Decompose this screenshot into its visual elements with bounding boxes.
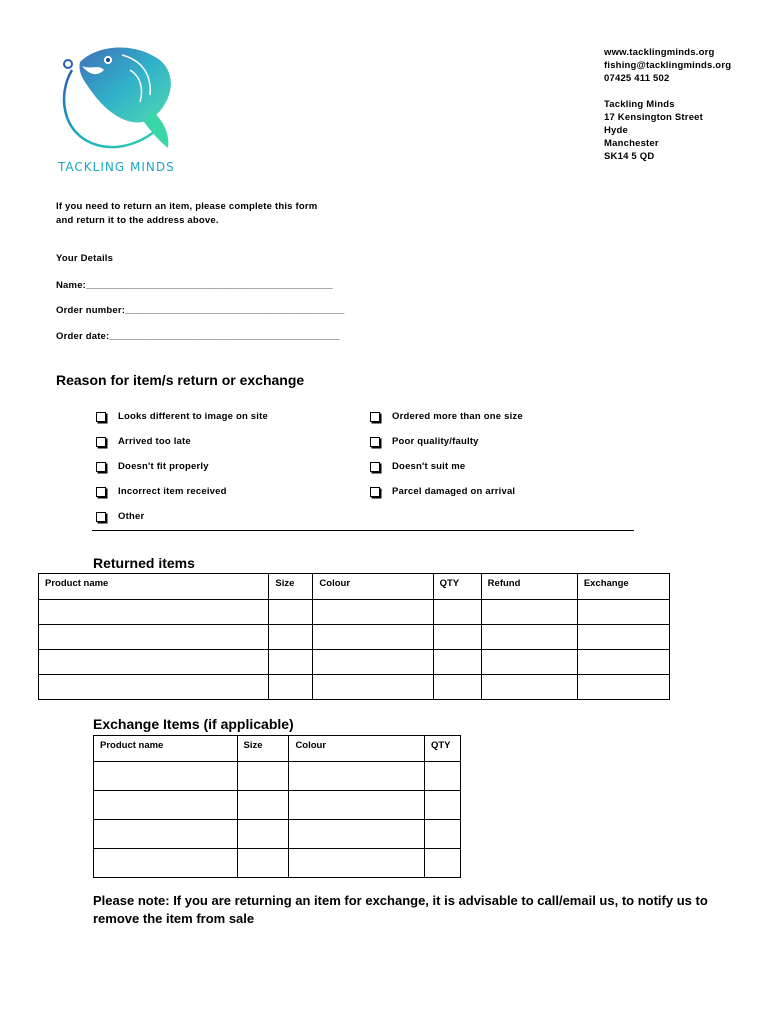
table-cell[interactable]: [577, 625, 669, 650]
column-header: Exchange: [577, 574, 669, 600]
email-link[interactable]: fishing@tacklingminds.org: [604, 60, 732, 71]
table-cell[interactable]: [577, 650, 669, 675]
table-cell[interactable]: [94, 849, 238, 878]
table-row: [94, 849, 461, 878]
name-label: Name:: [56, 280, 87, 291]
reason-label: Other: [118, 511, 145, 522]
table-cell[interactable]: [481, 600, 577, 625]
table-cell[interactable]: [424, 791, 460, 820]
reason-label: Looks different to image on site: [118, 411, 268, 422]
reason-label: Arrived too late: [118, 436, 191, 447]
table-cell[interactable]: [424, 849, 460, 878]
table-cell[interactable]: [481, 675, 577, 700]
checkbox[interactable]: [96, 512, 106, 522]
column-header: Product name: [39, 574, 269, 600]
table-cell[interactable]: [269, 650, 313, 675]
reason-option[interactable]: [370, 486, 515, 497]
table-row: [39, 600, 670, 625]
table-cell[interactable]: [433, 650, 481, 675]
table-header-row: [39, 574, 670, 600]
other-reason-line[interactable]: [92, 530, 634, 531]
reason-option[interactable]: [96, 511, 144, 522]
table-cell[interactable]: [94, 820, 238, 849]
table-cell[interactable]: [269, 600, 313, 625]
logo-text: TACKLING MINDS: [58, 160, 175, 174]
table-cell[interactable]: [237, 762, 289, 791]
intro-text: If you need to return an item, please complete this form and return it to the address above.: [56, 201, 318, 226]
table-cell[interactable]: [313, 625, 433, 650]
table-row: [94, 791, 461, 820]
table-cell[interactable]: [289, 849, 425, 878]
checkbox[interactable]: [370, 462, 380, 472]
checkbox[interactable]: [96, 462, 106, 472]
table-cell[interactable]: [289, 820, 425, 849]
exchange-items-table: [93, 735, 461, 878]
table-cell[interactable]: [424, 820, 460, 849]
column-header: Product name: [94, 736, 238, 762]
order-number-field[interactable]: [56, 305, 344, 316]
checkbox[interactable]: [96, 412, 106, 422]
table-cell[interactable]: [577, 675, 669, 700]
reason-option[interactable]: [370, 436, 479, 447]
table-cell[interactable]: [39, 675, 269, 700]
address-line: Hyde: [604, 125, 629, 136]
reason-option[interactable]: [370, 461, 465, 472]
table-row: [39, 650, 670, 675]
table-cell[interactable]: [481, 650, 577, 675]
order-number-label: Order number:: [56, 305, 126, 316]
table-cell[interactable]: [39, 600, 269, 625]
reason-option[interactable]: [96, 436, 191, 447]
logo: [52, 40, 182, 180]
table-row: [39, 675, 670, 700]
checkbox[interactable]: [96, 487, 106, 497]
contact-block: [604, 46, 731, 163]
table-cell[interactable]: [481, 625, 577, 650]
reason-label: Doesn't fit properly: [118, 461, 209, 472]
address-line: Tackling Minds: [604, 99, 675, 110]
table-cell[interactable]: [94, 791, 238, 820]
table-row: [39, 625, 670, 650]
checkbox[interactable]: [370, 437, 380, 447]
column-header: Size: [237, 736, 289, 762]
reason-label: Incorrect item received: [118, 486, 227, 497]
table-cell[interactable]: [313, 675, 433, 700]
column-header: Refund: [481, 574, 577, 600]
table-cell[interactable]: [269, 675, 313, 700]
table-cell[interactable]: [313, 650, 433, 675]
checkbox[interactable]: [96, 437, 106, 447]
table-cell[interactable]: [289, 762, 425, 791]
column-header: Colour: [313, 574, 433, 600]
address-line: SK14 5 QD: [604, 151, 655, 162]
table-header-row: [94, 736, 461, 762]
name-line[interactable]: _____________________________________________: [86, 280, 333, 291]
table-cell[interactable]: [313, 600, 433, 625]
fish-hook-logo-icon: [52, 40, 182, 165]
column-header: QTY: [433, 574, 481, 600]
table-cell[interactable]: [237, 820, 289, 849]
table-cell[interactable]: [433, 675, 481, 700]
table-cell[interactable]: [433, 600, 481, 625]
checkbox[interactable]: [370, 487, 380, 497]
reason-option[interactable]: [96, 461, 209, 472]
table-cell[interactable]: [237, 849, 289, 878]
table-cell[interactable]: [433, 625, 481, 650]
reason-label: Ordered more than one size: [392, 411, 523, 422]
column-header: Colour: [289, 736, 425, 762]
table-cell[interactable]: [237, 791, 289, 820]
reason-option[interactable]: [370, 411, 523, 422]
exchange-note: Please note: If you are returning an item for exchange, it is advisable to call/email us, to notify us to remove the item from sale: [93, 893, 708, 926]
reason-label: Parcel damaged on arrival: [392, 486, 516, 497]
reason-option[interactable]: [96, 486, 227, 497]
your-details-heading: Your Details: [56, 253, 114, 264]
website-link[interactable]: www.tacklingminds.org: [604, 47, 715, 58]
returned-items-title: Returned items: [93, 555, 195, 571]
checkbox[interactable]: [370, 412, 380, 422]
table-cell[interactable]: [424, 762, 460, 791]
order-date-label: Order date:: [56, 331, 110, 342]
table-row: [94, 820, 461, 849]
reason-label: Poor quality/faulty: [392, 436, 479, 447]
order-date-field[interactable]: [56, 331, 340, 342]
address-line: Manchester: [604, 138, 659, 149]
name-field[interactable]: [56, 280, 333, 291]
address-line: 17 Kensington Street: [604, 112, 704, 123]
table-row: [94, 762, 461, 791]
reason-label: Doesn't suit me: [392, 461, 466, 472]
returned-items-table: [38, 573, 670, 700]
table-cell[interactable]: [94, 762, 238, 791]
table-cell[interactable]: [39, 625, 269, 650]
table-cell[interactable]: [577, 600, 669, 625]
reason-option[interactable]: [96, 411, 268, 422]
order-date-line[interactable]: __________________________________________: [109, 331, 340, 342]
column-header: Size: [269, 574, 313, 600]
order-number-line[interactable]: ________________________________________: [125, 305, 345, 316]
table-cell[interactable]: [269, 625, 313, 650]
table-cell[interactable]: [39, 650, 269, 675]
exchange-items-title: Exchange Items (if applicable): [93, 716, 294, 732]
table-cell[interactable]: [289, 791, 425, 820]
phone-number: 07425 411 502: [604, 73, 670, 84]
column-header: QTY: [424, 736, 460, 762]
reason-title: Reason for item/s return or exchange: [56, 372, 305, 388]
